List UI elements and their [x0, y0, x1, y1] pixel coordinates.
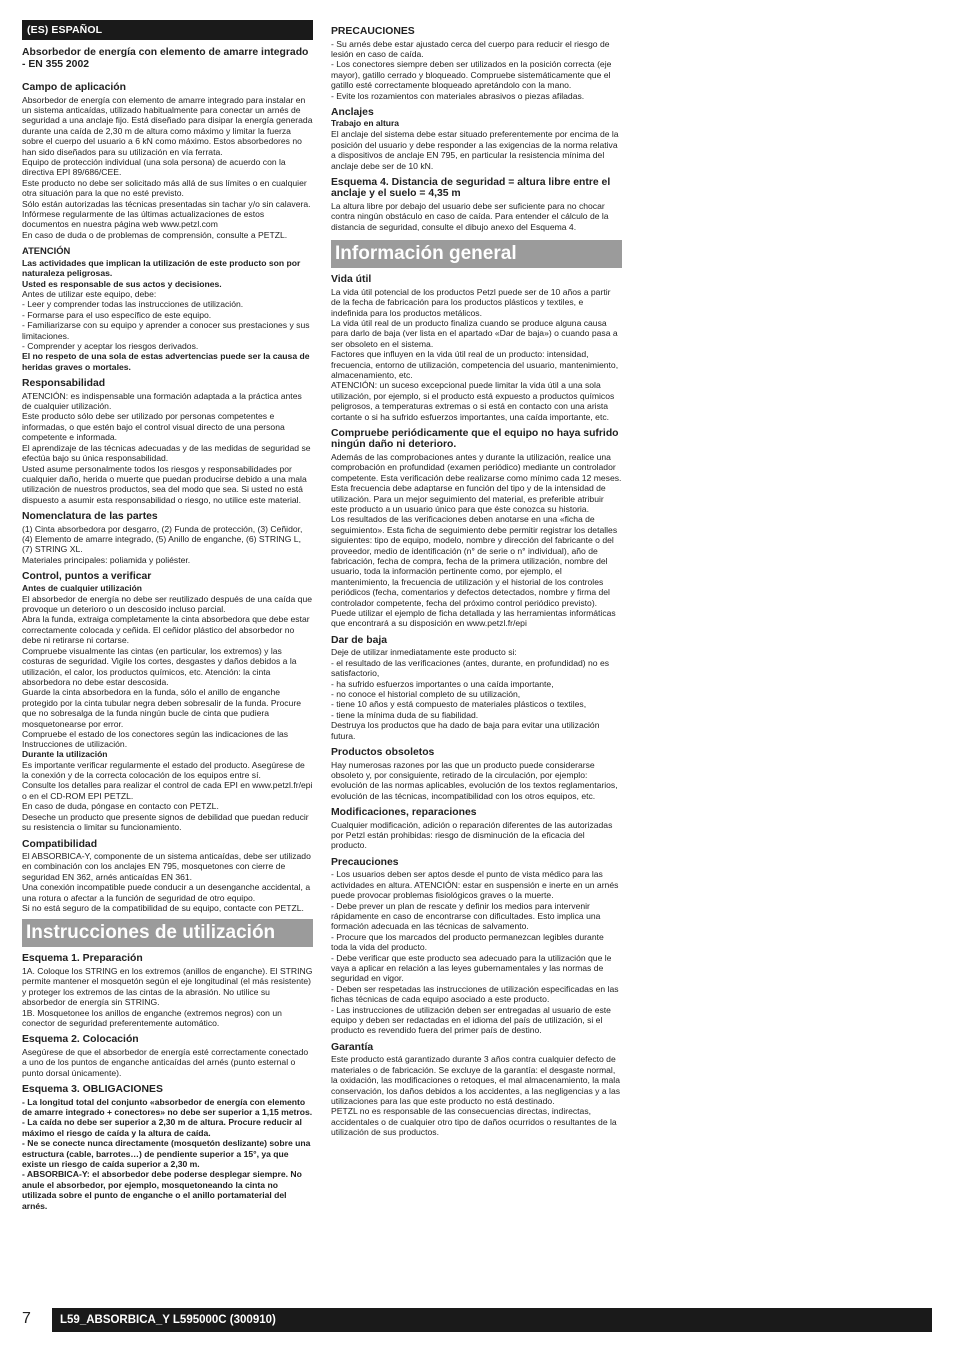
section-heading: Vida útil	[331, 274, 372, 286]
instrucciones-title: Instrucciones de utilización	[22, 919, 313, 947]
section	[22, 571, 313, 832]
section-text: El no respeto de una sola de estas advertencias puede ser la causa de heridas graves o mortales.	[22, 351, 310, 372]
section-text: Absorbedor de energía con elemento de amarre integrado para instalar en un sistema anticaídas, utilizado habitualmente para conectar un arnés de seguridad a una anclaje fijo. Está diseñado para disipar la energía generada durante una caída de 2,30 m de altura como máximo y limitar la fuerza sobre el cuerpo del usuario a 6 kN como máximo. Estos absorbedores no han sido diseñados para su utilización en vía ferrata.	[22, 94, 313, 157]
document-title: Absorbedor de energía con elemento de amarre integrado - EN 355 2002	[22, 47, 309, 70]
section-text: En caso de duda, póngase en contacto con PETZL.	[22, 801, 219, 812]
section-text: - La longitud total del conjunto «absorbedor de energía con elemento de amarre integrado + conectores» no debe ser superior a 1,15 metros.	[22, 1096, 313, 1117]
section-heading: Precauciones	[331, 856, 399, 868]
informacion-sections	[331, 274, 622, 1137]
section-text: Además de las comprobaciones antes y durante la utilización, realice una comprobación en profundidad (examen periódico) mediante un controlador competente. Esta verificación debe realizarse como mínimo cada 12 meses. Esta frecuencia debe adaptarse en función del tipo y de la intensidad de utilización. Para un mejor seguimiento del material, es preferible atribuir este producto a un usuario único para que éste conozca su historia.	[331, 451, 622, 514]
section-text: Este producto no debe ser solicitado más allá de sus límites o en cualquier otra situación para la que no esté previsto.	[22, 177, 307, 199]
section-heading: Esquema 2. Colocación	[22, 1034, 139, 1046]
section-text: Deseche un producto que presente signos de debilidad que puedan reducir su resistencia o limitar su funcionamiento.	[22, 811, 309, 833]
section-heading: Anclajes	[331, 106, 374, 118]
section-text: Usted es responsable de sus actos y decisiones.	[22, 278, 222, 289]
section-text: - Las instrucciones de utilización deben ser entregadas al usuario de este equipo y deben ser redactadas en el idioma del país de utilización, si el producto es revendido fuera del primer país de destino.	[331, 1004, 611, 1036]
section-text: (1) Cinta absorbedora por desgarro, (2) Funda de protección, (3) Ceñidor, (4) Elemento de amarre integrado, (5) Anillo de enganche, (6) STRING L, (7) STRING XL.	[22, 523, 303, 555]
page-number: 7	[22, 1310, 31, 1327]
right-column	[331, 20, 622, 1138]
section-text: Equipo de protección individual (una sola persona) de acuerdo con la directiva EPI 89/686/CEE.	[22, 156, 286, 178]
section-text: Este producto está garantizado durante 3 años contra cualquier defecto de materiales o de fabricación. Se excluye de la garantía: el desgaste normal, la oxidación, las modificaciones o retoques, el mal almacenamiento, la mala conservación, los daños debidos a los accidentes, a las negligencias y a las utilizaciones para las que este producto no está destinado.	[331, 1054, 621, 1106]
section-text: - no conoce el historial completo de su utilización,	[331, 689, 521, 699]
section-text: - Procure que los marcados del producto permanezcan legibles durante toda la vida del producto.	[331, 931, 604, 953]
section-text: Deje de utilizar inmediatamente este producto si:	[331, 647, 517, 658]
section-heading: Esquema 3. OBLIGACIONES	[22, 1084, 163, 1096]
section-text: Las actividades que implican la utilización de este producto son por naturaleza peligrosas.	[22, 257, 301, 279]
section-text: Asegúrese de que el absorbedor de energía esté correctamente conectado a uno de los puntos de enganche anticaídas del arnés (punto esternal o punto dorsal únicamente).	[22, 1046, 309, 1078]
section-text: 1B. Mosquetonee los anillos de enganche (extremos negros) con un conector de seguridad preferentemente automático.	[22, 1007, 282, 1028]
section-text: - Deben ser respetadas las instrucciones de utilización especificadas en las fichas técnicas de cada equipo asociado a este producto.	[331, 983, 619, 1005]
section-text: El anclaje del sistema debe estar situado preferentemente por encima de la posición del usuario y debe responder a las exigencias de la norma relativa a dispositivos de anclaje EN 795, en particular la resistencia mínima del anclaje debe ser de 10 kN.	[331, 129, 619, 171]
section-heading: Control, puntos a verificar	[22, 571, 152, 583]
instrucciones-sections	[22, 953, 313, 1211]
section-text: Antes de cualquier utilización	[22, 582, 142, 593]
section-heading: Productos obsoletos	[331, 747, 435, 759]
section-text: Compruebe visualmente las cintas (en particular, los extremos) y las costuras de seguridad. Vigile los cortes, desgastes y daños debidos a la utilización, el calor, los productos químicos, etc. Atención: la cinta absorbedora no debe estar descosida.	[22, 645, 297, 687]
language-label: (ES) ESPAÑOL	[22, 20, 313, 40]
section-text: - Los usuarios deben ser aptos desde el punto de vista médico para las actividades en altura. ATENCIÓN: estar en suspensión e inerte en un arnés puede provocar problemas fisiológicos graves o la muerte.	[331, 869, 619, 901]
section-text: - el resultado de las verificaciones (antes, durante, en profundidad) no es satisfactorio,	[331, 657, 610, 679]
section-text: PETZL no es responsable de las consecuencias directas, indirectas, accidentales o de cualquier otro tipo de daños ocurridos o resultantes de la utilización de sus productos.	[331, 1106, 617, 1138]
left-column	[22, 20, 313, 1211]
section	[331, 26, 622, 101]
section	[331, 857, 622, 1036]
section-text: - tiene la mínima duda de su fiabilidad.	[331, 709, 479, 720]
section	[331, 177, 622, 232]
section-text: Materiales principales: poliamida y poliéster.	[22, 554, 191, 565]
section-text: Trabajo en altura	[331, 118, 400, 129]
section	[22, 511, 313, 565]
section-text: Compruebe el estado de los conectores según las indicaciones de las Instrucciones de utilización.	[22, 728, 289, 750]
section	[22, 1084, 313, 1211]
section-heading: Modificaciones, reparaciones	[331, 807, 477, 819]
section-text: ATENCIÓN: es indispensable una formación adaptada a la práctica antes de cualquier utilización.	[22, 390, 302, 412]
section	[331, 107, 622, 171]
right-sections-top	[331, 26, 622, 232]
section	[22, 378, 313, 505]
section-heading: Esquema 4. Distancia de seguridad = altura libre entre el anclaje y el suelo = 4,35 m	[331, 176, 611, 200]
document-code: L59_ABSORBICA_Y L595000C (300910)	[52, 1308, 932, 1332]
section-text: - Debe verificar que este producto sea adecuado para la utilización que le vaya a aplicar en relación a las leyes gubernamentales y las normas de seguridad en vigor.	[331, 952, 612, 984]
section-text: El absorbedor de energía no debe ser reutilizado después de una caída que provoque un deterioro o un descosido incluso parcial.	[22, 593, 313, 615]
section-text: Antes de utilizar este equipo, debe:	[22, 288, 157, 299]
section-text: - ha sufrido esfuerzos importantes o una caída importante,	[331, 678, 554, 689]
section-text: Si no está seguro de la compatibilidad de su equipo, contacte con PETZL.	[22, 903, 304, 914]
section-text: 1A. Coloque los STRING en los extremos (anillos de enganche). El STRING permite mantener el mosquetón según el eje longitudinal (el más resistente) y proteger los extremos de las cintas de la abrasión. No utilice su absorbedor de energía sin STRING.	[22, 965, 313, 1008]
section-text: - La caída no debe ser superior a 2,30 m de altura. Procure reducir al máximo el riesgo de caída y la altura de caída.	[22, 1117, 302, 1138]
section-text: Una conexión incompatible puede conducir a un desenganche accidental, a una rotura o afectar a la función de seguridad de otro equipo.	[22, 882, 311, 903]
informacion-title: Información general	[331, 240, 622, 268]
section	[331, 635, 622, 741]
section	[22, 246, 313, 372]
section-text: - Formarse para el uso específico de este equipo.	[22, 309, 212, 320]
page-footer	[22, 1308, 932, 1332]
section	[22, 953, 313, 1028]
section-heading: Nomenclatura de las partes	[22, 511, 158, 523]
section-heading: Responsabilidad	[22, 378, 106, 390]
section	[22, 1034, 313, 1078]
section-heading: Garantía	[331, 1041, 374, 1053]
section-text: - tiene 10 años y está compuesto de materiales plásticos o textiles,	[331, 699, 587, 710]
section-text: Es importante verificar regularmente el estado del producto. Asegúrese de la conexión y de la correcta colocación de los equipos entre sí.	[22, 759, 305, 781]
section-text: - Leer y comprender todas las instrucciones de utilización.	[22, 299, 244, 310]
section-text: Durante la utilización	[22, 748, 108, 759]
section-text: Abra la funda, extraiga completamente la cinta absorbedora que debe estar correctamente colocada y ceñida. El ceñidor plástico del absorbedor no debe ni retirarse ni cortarse.	[22, 614, 310, 646]
section	[331, 274, 622, 422]
section-text: - Ne se conecte nunca directamente (mosquetón deslizante) sobre una estructura (cable, barrotes…) de pendiente superior a 15°, ya que existe un riesgo de caída superior a 2,30 m.	[22, 1138, 311, 1170]
section-heading: Esquema 1. Preparación	[22, 953, 143, 965]
section	[331, 747, 622, 801]
section	[22, 839, 313, 914]
section-text: Factores que influyen en la vida útil real de un producto: intensidad, frecuencia, entorno de utilización, competencia del usuario, mantenimiento, almacenamiento, etc.	[331, 349, 619, 380]
section-text: - Los conectores siempre deben ser utilizados en la posición correcta (eje mayor), gatillo cerrado y bloqueado. Compruebe sistemáticamente que el gatillo esté correctamente bloqueado apretándolo con la mano.	[331, 59, 612, 91]
section-text: - Evite los rozamientos con materiales abrasivos o piezas afiladas.	[331, 90, 585, 101]
section-text: Guarde la cinta absorbedora en la funda, sólo el anillo de enganche protegido por la cinta tubular negra deben sobresalir de la funda. Procure que no sobresalga de la funda ningún bucle de cinta que pudiera mosquetonearse por error.	[22, 687, 301, 729]
section-text: - ABSORBICA-Y: el absorbedor debe poderse desplegar siempre. No anule el absorbedor, por ejemplo, mosquetoneando la cinta no utilizada sobre el punto de enganche o el anillo portamaterial del arnés.	[22, 1169, 302, 1211]
section-text: Los resultados de las verificaciones deben anotarse en una «ficha de seguimiento». Esta ficha de seguimiento debe permitir registrar los detalles siguientes: tipo de equipo, modelo, nombre y dirección del fabricante o del proveedor, medio de identificación (n° de serie o n° individual), año de fabricación, fecha de compra, fecha de la primera utilización, nombre del usuario, toda la información pertinente como, por ejemplo, el mantenimiento, la frecuencia de utilización y el historial de los controles periódicos (fecha, comentarios y defectos detectados, nombre y firma del controlador competente, fecha del próximo control periódico previsto). Puede utilizar el ejemplo de ficha detallada y las herramientas informáticas que encontrará a su disposición en www.petzl.fr/epi	[331, 514, 618, 629]
section-text: Cualquier modificación, adición o reparación diferentes de las autorizadas por Petzl están prohibidas: riesgo de disminución de la eficacia del producto.	[331, 819, 613, 851]
section-heading: ATENCIÓN	[22, 245, 71, 257]
section-text: Hay numerosas razones por las que un producto puede considerarse obsoleto y, por consiguiente, retirado de la circulación, por ejemplo: evolución de las normas aplicables, evolución de los textos reglamentarios, evolución de las técnicas, incompatibilidad con los otros equipos, etc.	[331, 759, 618, 801]
section-text: El ABSORBICA-Y, componente de un sistema anticaídas, debe ser utilizado en combinación con los anclajes EN 795, mosquetones con cierre de seguridad EN 362, arnés anticaídas EN 361.	[22, 851, 311, 882]
section-text: Destruya los productos que ha dado de baja para evitar una utilización futura.	[331, 720, 600, 741]
section-text: La vida útil real de un producto finaliza cuando se produce alguna causa para darlo de baja (ver lista en el apartado «Dar de baja») o cuando pasa a ser obsoleto en el sistema.	[331, 317, 618, 349]
section-heading: Campo de aplicación	[22, 82, 126, 93]
section	[331, 1042, 622, 1138]
section	[22, 82, 313, 240]
section-text: ATENCIÓN: un suceso excepcional puede limitar la vida útil a una sola utilización, por ejemplo, si el producto está expuesto a productos químicos peligrosos, a temperaturas extremas o si está en contacto con una arista cortante o si ha sufrido esfuerzos importantes, una caída importante, etc.	[331, 380, 615, 422]
section-text: La vida útil potencial de los productos Petzl puede ser de 10 años a partir de la fecha de fabricación para los productos plásticos y textiles, e indefinida para los productos metálicos.	[331, 286, 611, 318]
section-text: El aprendizaje de las técnicas adecuadas y de las medidas de seguridad se efectúa bajo su única responsabilidad.	[22, 442, 311, 464]
section	[331, 807, 622, 851]
section-text: - Su arnés debe estar ajustado cerca del cuerpo para reducir el riesgo de lesión en caso de caída.	[331, 38, 610, 59]
section-heading: Compatibilidad	[22, 838, 98, 850]
section-text: La altura libre por debajo del usuario debe ser suficiente para no chocar contra ningún obstáculo en caso de caída. Para entender el cálculo de la distancia de seguridad, consulte el dibujo anexo del Esquema 4.	[331, 200, 609, 232]
section-text: Sólo están autorizadas las técnicas presentadas sin tachar y/o sin calavera. Infórmese regularmente de las últimas actualizaciones de estos documentos en nuestra página web www.petzl.com	[22, 198, 311, 230]
section-text: Usted asume personalmente todos los riesgos y responsabilidades por cualquier daño, herida o muerte que puedan producirse debido a una mala utilización de nuestros productos, sea del modo que sea. Si usted no está dispuesto a asumir esta responsabilidad o riesgo, no utilice este material.	[22, 463, 307, 505]
section-text: - Comprender y aceptar los riesgos derivados.	[22, 340, 199, 351]
section-text: Este producto sólo debe ser utilizado por personas competentes e informadas, o que estén bajo el control visual directo de una persona competente e informada.	[22, 411, 285, 443]
section-heading: Compruebe periódicamente que el equipo no haya sufrido ningún daño ni deterioro.	[331, 427, 619, 451]
section-text: - Debe prever un plan de rescate y definir los medios para intervenir rápidamente en caso de encontrarse con dificultades. Esto implica una formación adecuada en las técnicas de salvamento.	[331, 900, 601, 932]
section-text: En caso de duda o de problemas de comprensión, consulte a PETZL.	[22, 229, 288, 240]
section-text: - Familiarizarse con su equipo y aprender a conocer sus prestaciones y sus limitaciones.	[22, 320, 310, 341]
section-heading: Dar de baja	[331, 634, 388, 646]
section-text: Consulte los detalles para realizar el control de cada EPI en www.petzl.fr/epi o en el CD-ROM EPI PETZL.	[22, 780, 313, 801]
left-sections	[22, 82, 313, 913]
section-heading: PRECAUCIONES	[331, 26, 415, 37]
section	[331, 428, 622, 629]
